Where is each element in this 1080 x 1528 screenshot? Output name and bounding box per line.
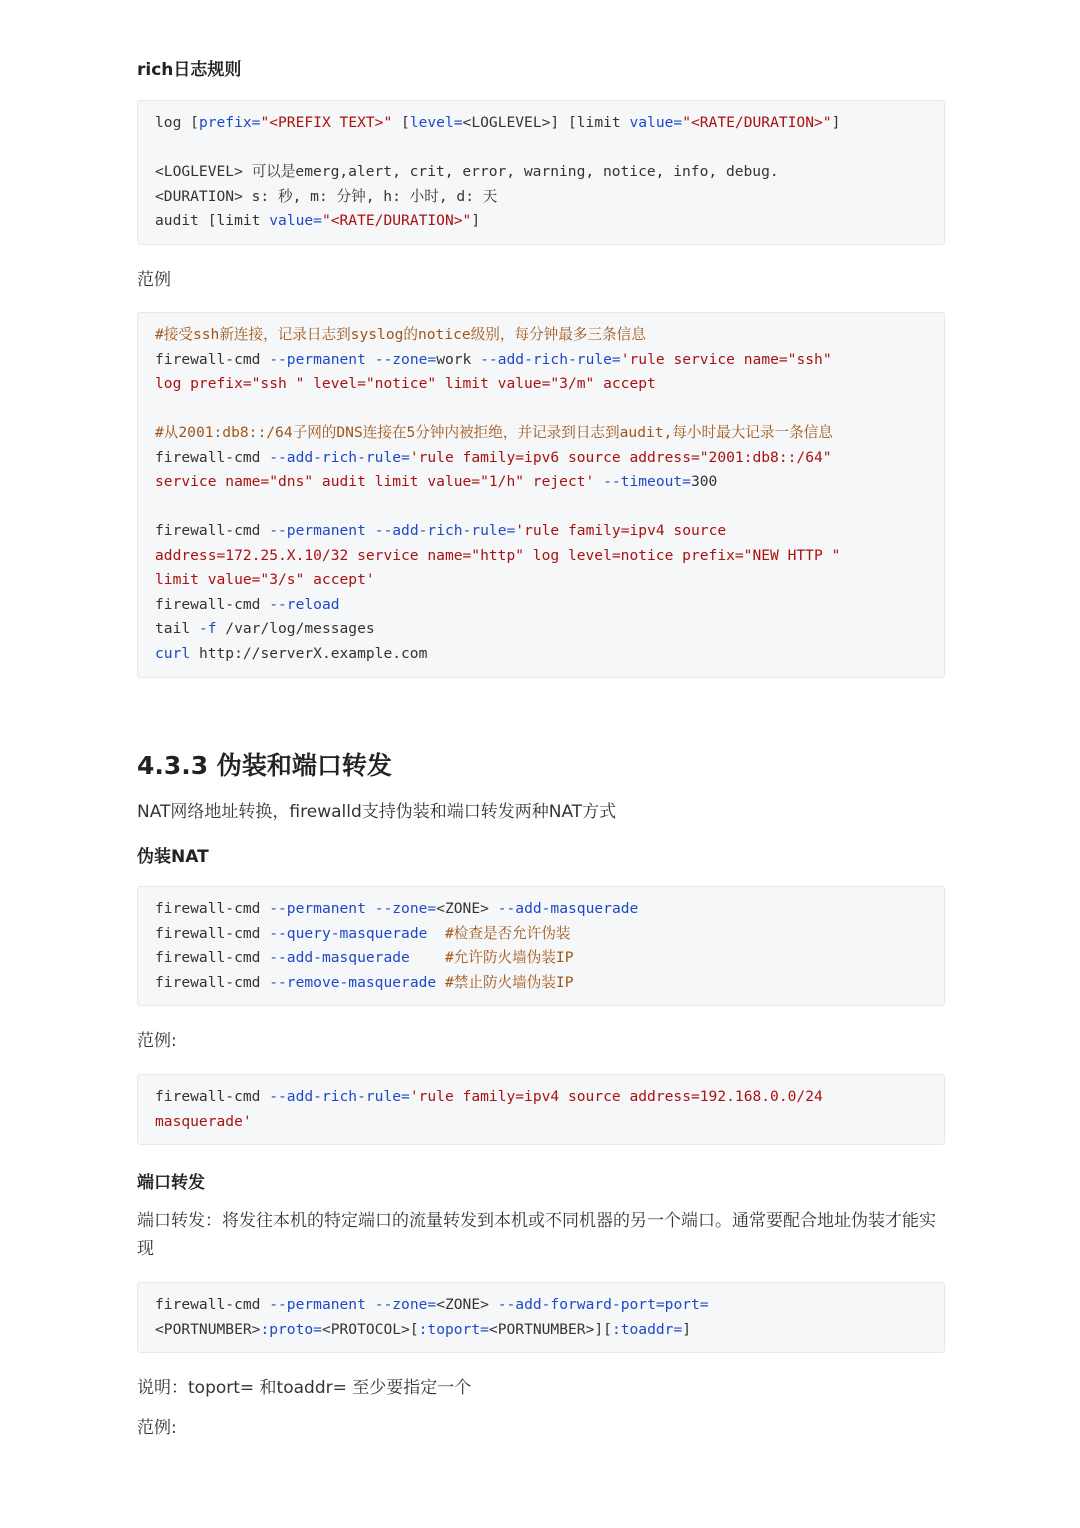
- code-token: --permanent: [269, 1296, 366, 1313]
- port-forward-description: 端口转发：将发往本机的特定端口的流量转发到本机或不同机器的另一个端口。通常要配合地址伪装才能实现: [137, 1211, 936, 1259]
- code-token: "<PREFIX TEXT>": [260, 114, 393, 131]
- code-token: --permanent: [269, 900, 366, 917]
- code-token: firewall-cmd: [155, 448, 270, 466]
- code-line: [155, 348, 927, 373]
- code-token: <DURATION> s: 秒, m: 分钟, h: 小时, d: 天: [155, 187, 498, 205]
- rich-log-heading: rich日志规则: [137, 60, 242, 80]
- code-token: ]: [471, 212, 481, 229]
- code-token: log [: [155, 114, 199, 131]
- code-line: [155, 421, 927, 446]
- code-line: [155, 1085, 927, 1110]
- code-token: value=: [269, 212, 322, 229]
- code-token: 'rule family=ipv4 source: [515, 522, 727, 539]
- code-line: [155, 323, 927, 348]
- code-line: [155, 568, 927, 593]
- code-line: [155, 617, 927, 642]
- code-token: <LOGLEVEL>] [limit: [462, 114, 630, 131]
- code-line: [155, 1293, 927, 1318]
- code-token: [427, 925, 445, 942]
- code-line: [155, 519, 927, 544]
- code-line: [155, 593, 927, 618]
- code-line: [155, 1110, 927, 1135]
- code-token: [: [409, 1320, 419, 1338]
- code-token: --permanent: [269, 350, 366, 368]
- code-token: masquerade': [155, 1112, 252, 1130]
- code-token: firewall-cmd: [155, 595, 270, 613]
- code-token: value=: [629, 114, 683, 131]
- code-token: :proto=: [260, 1320, 322, 1338]
- code-token: <ZONE>: [436, 900, 498, 917]
- code-token: audit [limit: [155, 212, 270, 229]
- code-token: <ZONE>: [436, 1296, 498, 1313]
- code-token: <LOGLEVEL> 可以是emerg,alert, crit, error, warning, notice, info, debug.: [155, 163, 779, 180]
- section-title: 4.3.3 伪装和端口转发: [137, 751, 392, 780]
- code-token: "<RATE/DURATION>": [682, 114, 832, 131]
- code-token: :toaddr=: [611, 1320, 683, 1338]
- code-token: --add-masquerade: [497, 900, 639, 917]
- code-token: 'rule family=ipv4 source address=192.168.0.0/24: [409, 1088, 823, 1105]
- code-token: --add-masquerade: [269, 949, 410, 966]
- port-forward-example-label: 范例:: [137, 1418, 177, 1438]
- code-token: curl: [155, 644, 191, 662]
- code-token: --add-forward-port=port=: [497, 1296, 709, 1313]
- code-token: [366, 522, 375, 539]
- code-token: http://serverX.example.com: [190, 644, 428, 662]
- code-token: ]: [831, 114, 841, 131]
- code-token: :toport=: [418, 1320, 489, 1338]
- port-forward-note: 说明：toport= 和toaddr= 至少要指定一个: [137, 1378, 472, 1398]
- code-token: #检查是否允许伪装: [444, 924, 571, 942]
- code-line: [155, 495, 927, 520]
- code-line: [155, 136, 927, 161]
- code-block-rich-examples: [137, 312, 945, 678]
- code-block-port-forward: [137, 1282, 945, 1353]
- code-token: --add-rich-rule=: [480, 350, 621, 368]
- code-token: [366, 351, 375, 368]
- code-token: #允许防火墙伪装IP: [444, 949, 574, 966]
- code-token: [436, 974, 445, 991]
- code-token: #接受ssh新连接，记录日志到syslog的notice级别，每分钟最多三条信息: [155, 326, 646, 343]
- code-token: --add-rich-rule=: [269, 448, 410, 466]
- code-token: firewall-cmd: [155, 1296, 270, 1313]
- code-token: [366, 1296, 375, 1313]
- code-block-rich-log: [137, 100, 945, 245]
- code-line: [155, 397, 927, 422]
- code-line: [155, 111, 927, 136]
- code-line: [155, 971, 927, 996]
- code-token: "<RATE/DURATION>": [321, 212, 472, 229]
- code-token: 'rule service name="ssh": [620, 350, 832, 368]
- code-token: firewall-cmd: [155, 1088, 270, 1105]
- code-token: <PORTNUMBER>: [488, 1320, 595, 1338]
- code-token: [: [392, 114, 410, 131]
- code-block-masquerade: [137, 886, 945, 1006]
- code-token: #从2001:db8::/64子网的DNS连接在5分钟内被拒绝，并记录到日志到audit,每小时最大记录一条信息: [155, 424, 833, 441]
- code-line: [155, 372, 927, 397]
- code-token: --add-rich-rule=: [374, 522, 516, 539]
- masquerade-example-label: 范例:: [137, 1031, 177, 1051]
- code-token: log prefix="ssh " level="notice" limit value="3/m" accept: [155, 375, 656, 392]
- code-token: firewall-cmd: [155, 522, 270, 539]
- code-line: [155, 946, 927, 971]
- port-forward-heading: 端口转发: [137, 1173, 205, 1193]
- code-token: --remove-masquerade: [269, 973, 437, 991]
- code-line: [155, 1318, 927, 1343]
- code-token: firewall-cmd: [155, 949, 270, 966]
- code-token: firewall-cmd: [155, 350, 270, 368]
- code-token: <PROTOCOL>: [321, 1320, 410, 1338]
- code-token: #禁止防火墙伪装IP: [444, 973, 574, 991]
- nat-intro: NAT网络地址转换，firewalld支持伪装和端口转发两种NAT方式: [137, 802, 617, 822]
- code-token: --timeout=: [603, 473, 691, 490]
- code-token: ]: [682, 1320, 692, 1338]
- code-line: [155, 185, 927, 210]
- code-token: 300: [690, 473, 718, 490]
- code-line: [155, 922, 927, 947]
- code-token: <PORTNUMBER>: [155, 1320, 261, 1338]
- code-token: 'rule family=ipv6 source address="2001:db8::/64": [409, 448, 832, 466]
- code-token: --zone=: [374, 900, 437, 917]
- code-token: tail: [155, 620, 199, 637]
- code-token: --permanent: [269, 522, 366, 539]
- code-token: work: [436, 350, 481, 368]
- code-token: level=: [409, 114, 463, 131]
- code-token: [366, 900, 375, 917]
- code-line: [155, 470, 927, 495]
- code-token: [410, 949, 445, 966]
- code-token: --reload: [269, 595, 340, 613]
- code-token: firewall-cmd: [155, 973, 270, 991]
- code-token: --add-rich-rule=: [269, 1088, 410, 1105]
- code-token: [594, 473, 603, 490]
- code-token: --zone=: [374, 1296, 437, 1313]
- code-token: --query-masquerade: [269, 924, 428, 942]
- example-label: 范例: [137, 270, 171, 290]
- code-token: -f: [198, 620, 217, 637]
- code-line: [155, 209, 927, 234]
- code-token: --zone=: [374, 350, 437, 368]
- code-line: [155, 544, 927, 569]
- code-token: /var/log/messages: [216, 620, 375, 637]
- code-token: address=172.25.X.10/32 service name="http" log level=notice prefix="NEW HTTP ": [155, 546, 841, 564]
- code-token: firewall-cmd: [155, 924, 270, 942]
- code-token: limit value="3/s" accept': [155, 571, 375, 588]
- code-token: prefix=: [198, 114, 261, 131]
- code-line: [155, 897, 927, 922]
- code-block-masquerade-example: [137, 1074, 945, 1145]
- code-token: ][: [594, 1320, 612, 1338]
- code-line: [155, 160, 927, 185]
- code-token: service name="dns" audit limit value="1/h" reject': [155, 473, 595, 490]
- masquerade-heading: 伪装NAT: [137, 847, 209, 867]
- code-line: [155, 642, 927, 667]
- code-line: [155, 446, 927, 471]
- code-token: firewall-cmd: [155, 900, 270, 917]
